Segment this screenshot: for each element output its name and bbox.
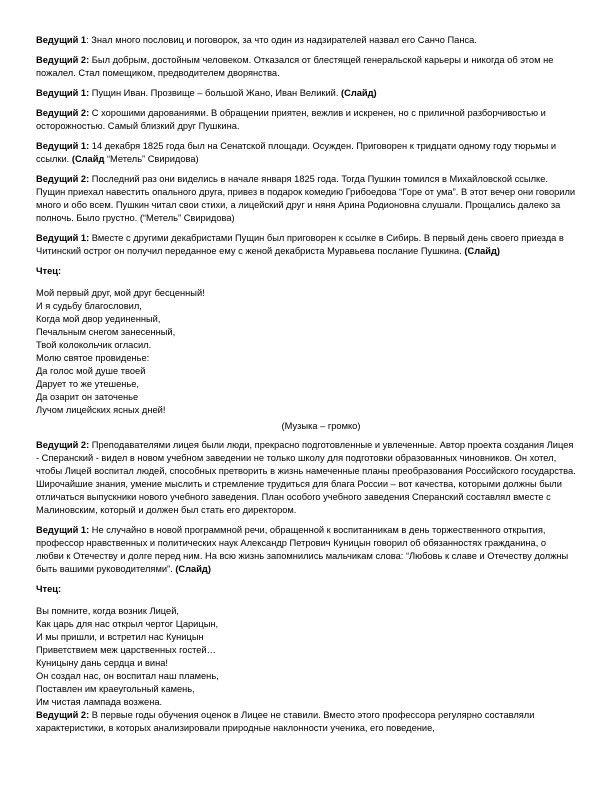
poem-line: Он создал нас, он воспитал наш пламень, [36,671,219,681]
poem-block [36,605,576,709]
paragraph [36,709,576,735]
paragraph-text: В первые годы обучения оценок в Лицее не ставили. Вместо этого профессора регулярно составляли характеристики, в которых анализировали природные наклонности ученика, его поведение, [36,710,535,733]
paragraph [36,232,576,258]
paragraph-text: Пущин Иван. Прозвище – большой Жано, Иван Великий. [89,88,342,98]
paragraph [36,34,576,47]
reader-label: Чтец: [36,266,62,276]
poem-line: И я судьбу благословил, [36,301,142,311]
poem-line: Твой колокольчик огласил. [36,340,152,350]
speaker-label: Ведущий 2: [36,108,90,118]
speaker-label: Ведущий 2: [36,710,90,720]
poem-line: Как царь для нас открыл чертог Царицын, [36,619,219,629]
paragraph-text: Вместе с другими декабристами Пущин был приговорен к ссылке в Сибирь. В первый день своего приезда в Читинский острог он получил переданное ему с женой декабриста Муравьева послание Пушкина. [36,233,564,256]
speaker-label: Ведущий 1: [36,233,90,243]
paragraph-text-after: “Метель” Свиридова) [104,154,199,164]
paragraph [36,140,576,166]
slide-marker: (Слайд) [175,564,211,574]
slide-marker: (Слайд) [341,88,377,98]
poem-line: Печальным снегом занесенный, [36,327,176,337]
slide-marker: (Слайд [71,154,105,164]
poem-line: Когда мой двор уединенный, [36,314,161,324]
speaker-label: Ведущий 2: [36,174,90,184]
reader-label: Чтец: [36,584,62,594]
poem-line: Поставлен им краеугольный камень, [36,684,195,694]
music-note: (Музыка – громко) [281,421,361,431]
poem-line: Дарует то же утешенье, [36,379,139,389]
poem-line: Куницыну дань сердца и вина! [36,658,168,668]
paragraph [36,439,576,517]
paragraph-text: Не случайно в новой программной речи, обращенной к воспитанникам в день торжественного открытия, профессор нравственных и политических наук Александр Петрович Куницын говорил об обязанностях гражданина, о любви к Отечеству и долге перед ним. На всю жизнь запомнились мальчикам слова: “Любовь к славе и Отечеству должны быть вашими руководителями”. [36,525,569,574]
poem-line: Да голос мой душе твоей [36,366,146,376]
paragraph [36,54,576,80]
paragraph-text: Преподавателями лицея были люди, прекрасно подготовленные и увлеченные. Автор проекта создания Лицея - Сперанский - видел в новом учебном заведении не только школу для подготовки образованных чиновников. Он хотел, чтобы Лицей воспитал людей, способных претворить в жизнь намеченные планы преобразования Российского государства. Широчайшие знания, умение мыслить и стремление трудиться для блага России – вот качества, которыми должны были отличаться выпускники нового учебного заведения. План особого учебного заведения Сперанский составлял вместе с Малиновским, который и должен был стать его директором. [36,440,576,515]
paragraph-text: С хорошими дарованиями. В обращении приятен, вежлив и искренен, но с приличной разборчивостью и осторожностью. Самый близкий друг Пушкина. [36,108,546,131]
poem-line: Молю святое провиденье: [36,353,150,363]
paragraph-text: Был добрым, достойным человеком. Отказался от блестящей генеральской карьеры и никогда об этом не пожалел. Стал помещиком, предводителем дворянства. [36,55,554,78]
poem-line: И мы пришли, и встретил нас Куницын [36,632,204,642]
paragraph-text: Последний раз они виделись в начале января 1825 года. Тогда Пушкин томился в Михайловской ссылке. Пущин приехал навестить опального друга, привез в подарок комедию Грибоедова “Горе от ума”. В этот вечер они говорили много и обо всем. Пушкин читал свои стихи, а лицейский друг и няня Арина Родионовна слушали. Прощались далеко за полночь. Было грустно. (“Метель” Свиридова) [36,174,576,223]
poem-line: Мой первый друг, мой друг бесценный! [36,288,205,298]
speaker-label: Ведущий 1 [36,35,87,45]
poem-block [36,287,576,417]
poem-line: Да озарит он заточенье [36,392,139,402]
speaker-label: Ведущий 1: [36,141,90,151]
slide-marker: (Слайд) [464,246,501,256]
paragraph [36,87,576,100]
poem-line: Лучом лицейских ясных дней! [36,405,166,415]
paragraph [36,524,576,576]
poem-line: Им чистая лампада возжена. [36,697,163,707]
paragraph-text: : Знал много пословиц и поговорок, за что один из надзирателей назвал его Санчо Панса. [86,35,477,45]
speaker-label: Ведущий 2: [36,55,90,65]
poem-line: Вы помните, когда возник Лицей, [36,606,179,616]
paragraph [36,107,576,133]
speaker-label: Ведущий 1: [36,88,90,98]
speaker-label: Ведущий 2: [36,440,90,450]
paragraph-text: 14 декабря 1825 года был на Сенатской площади. Осужден. Приговорен к тридцати одному году тюрьмы и ссылки. [36,141,557,164]
speaker-label: Ведущий 1: [36,525,90,535]
paragraph [36,173,576,225]
poem-line: Приветствием меж царственных гостей… [36,645,216,655]
